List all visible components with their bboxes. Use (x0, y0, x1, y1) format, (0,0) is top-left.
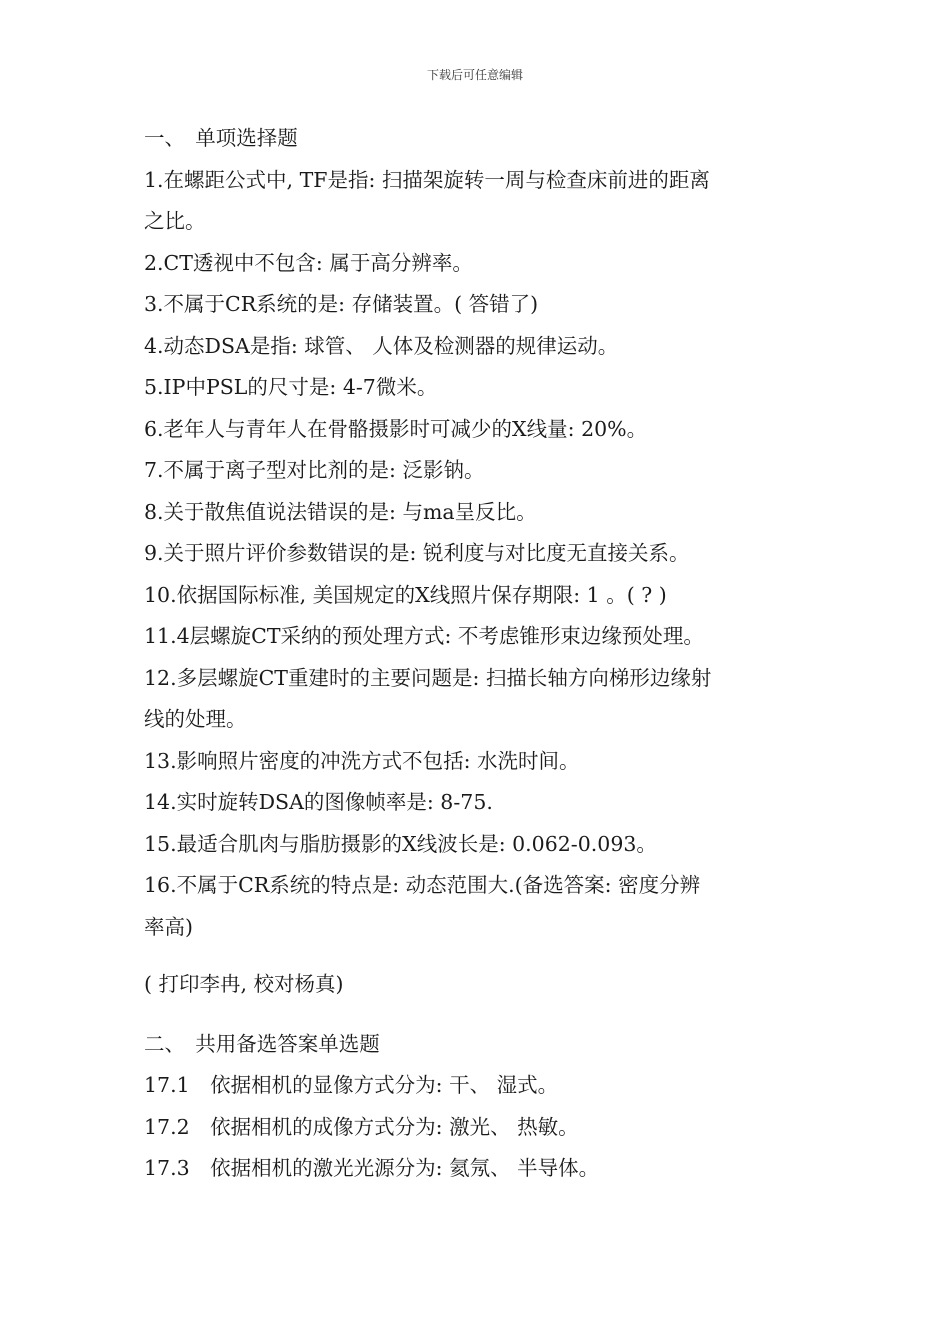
question-line: 1.在螺距公式中, TF是指: 扫描架旋转一周与检查床前进的距离 (144, 167, 710, 192)
spacer (144, 948, 814, 964)
question-line: 13.影响照片密度的冲洗方式不包括: 水洗时间。 (144, 748, 580, 773)
question-line: 4.动态DSA是指: 球管、 人体及检测器的规律运动。 (144, 333, 619, 358)
question-line: 3.不属于CR系统的是: 存储装置。( 答错了) (144, 292, 539, 316)
question-line: 线的处理。 (144, 707, 247, 731)
question-line: 2.CT透视中不包含: 属于高分辨率。 (144, 250, 473, 275)
question-line: 12.多层螺旋CT重建时的主要问题是: 扫描长轴方向梯形边缘射 (144, 665, 712, 690)
question-line: 10.依据国际标准, 美国规定的X线照片保存期限: 1 。( ? ) (144, 582, 667, 607)
question-line: 16.不属于CR系统的特点是: 动态范围大.(备选答案: 密度分辨 (144, 873, 701, 897)
question-line: 5.IP中PSL的尺寸是: 4-7微米。 (144, 375, 438, 399)
question-line: 11.4层螺旋CT采纳的预处理方式: 不考虑锥形束边缘预处理。 (144, 624, 704, 648)
question-line: 之比。 (144, 209, 206, 233)
page-header: 下载后可任意编辑 (426, 68, 523, 82)
question-line: 17.1 依据相机的显像方式分为: 干、 湿式。 (144, 1073, 559, 1097)
spacer (144, 1006, 814, 1024)
document-body (144, 118, 814, 1190)
section-title-shared-answers: 二、 共用备选答案单选题 (144, 1031, 380, 1056)
question-line: 15.最适合肌肉与脂肪摄影的X线波长是: 0.062-0.093。 (144, 831, 657, 856)
question-line: 8.关于散焦值说法错误的是: 与ma呈反比。 (144, 499, 537, 524)
question-line: 17.3 依据相机的激光光源分为: 氦氖、 半导体。 (144, 1156, 600, 1180)
question-line: 9.关于照片评价参数错误的是: 锐利度与对比度无直接关系。 (144, 541, 690, 565)
section-title-single-choice: 一、 单项选择题 (144, 126, 298, 150)
print-proofread-note: ( 打印李冉, 校对杨真) (144, 972, 344, 996)
question-line: 14.实时旋转DSA的图像帧率是: 8-75. (144, 790, 493, 814)
question-line: 7.不属于离子型对比剂的是: 泛影钠。 (144, 458, 485, 482)
question-line: 17.2 依据相机的成像方式分为: 激光、 热敏。 (144, 1114, 579, 1139)
question-line: 率高) (144, 914, 193, 939)
question-line: 6.老年人与青年人在骨骼摄影时可减少的X线量: 20%。 (144, 416, 648, 441)
